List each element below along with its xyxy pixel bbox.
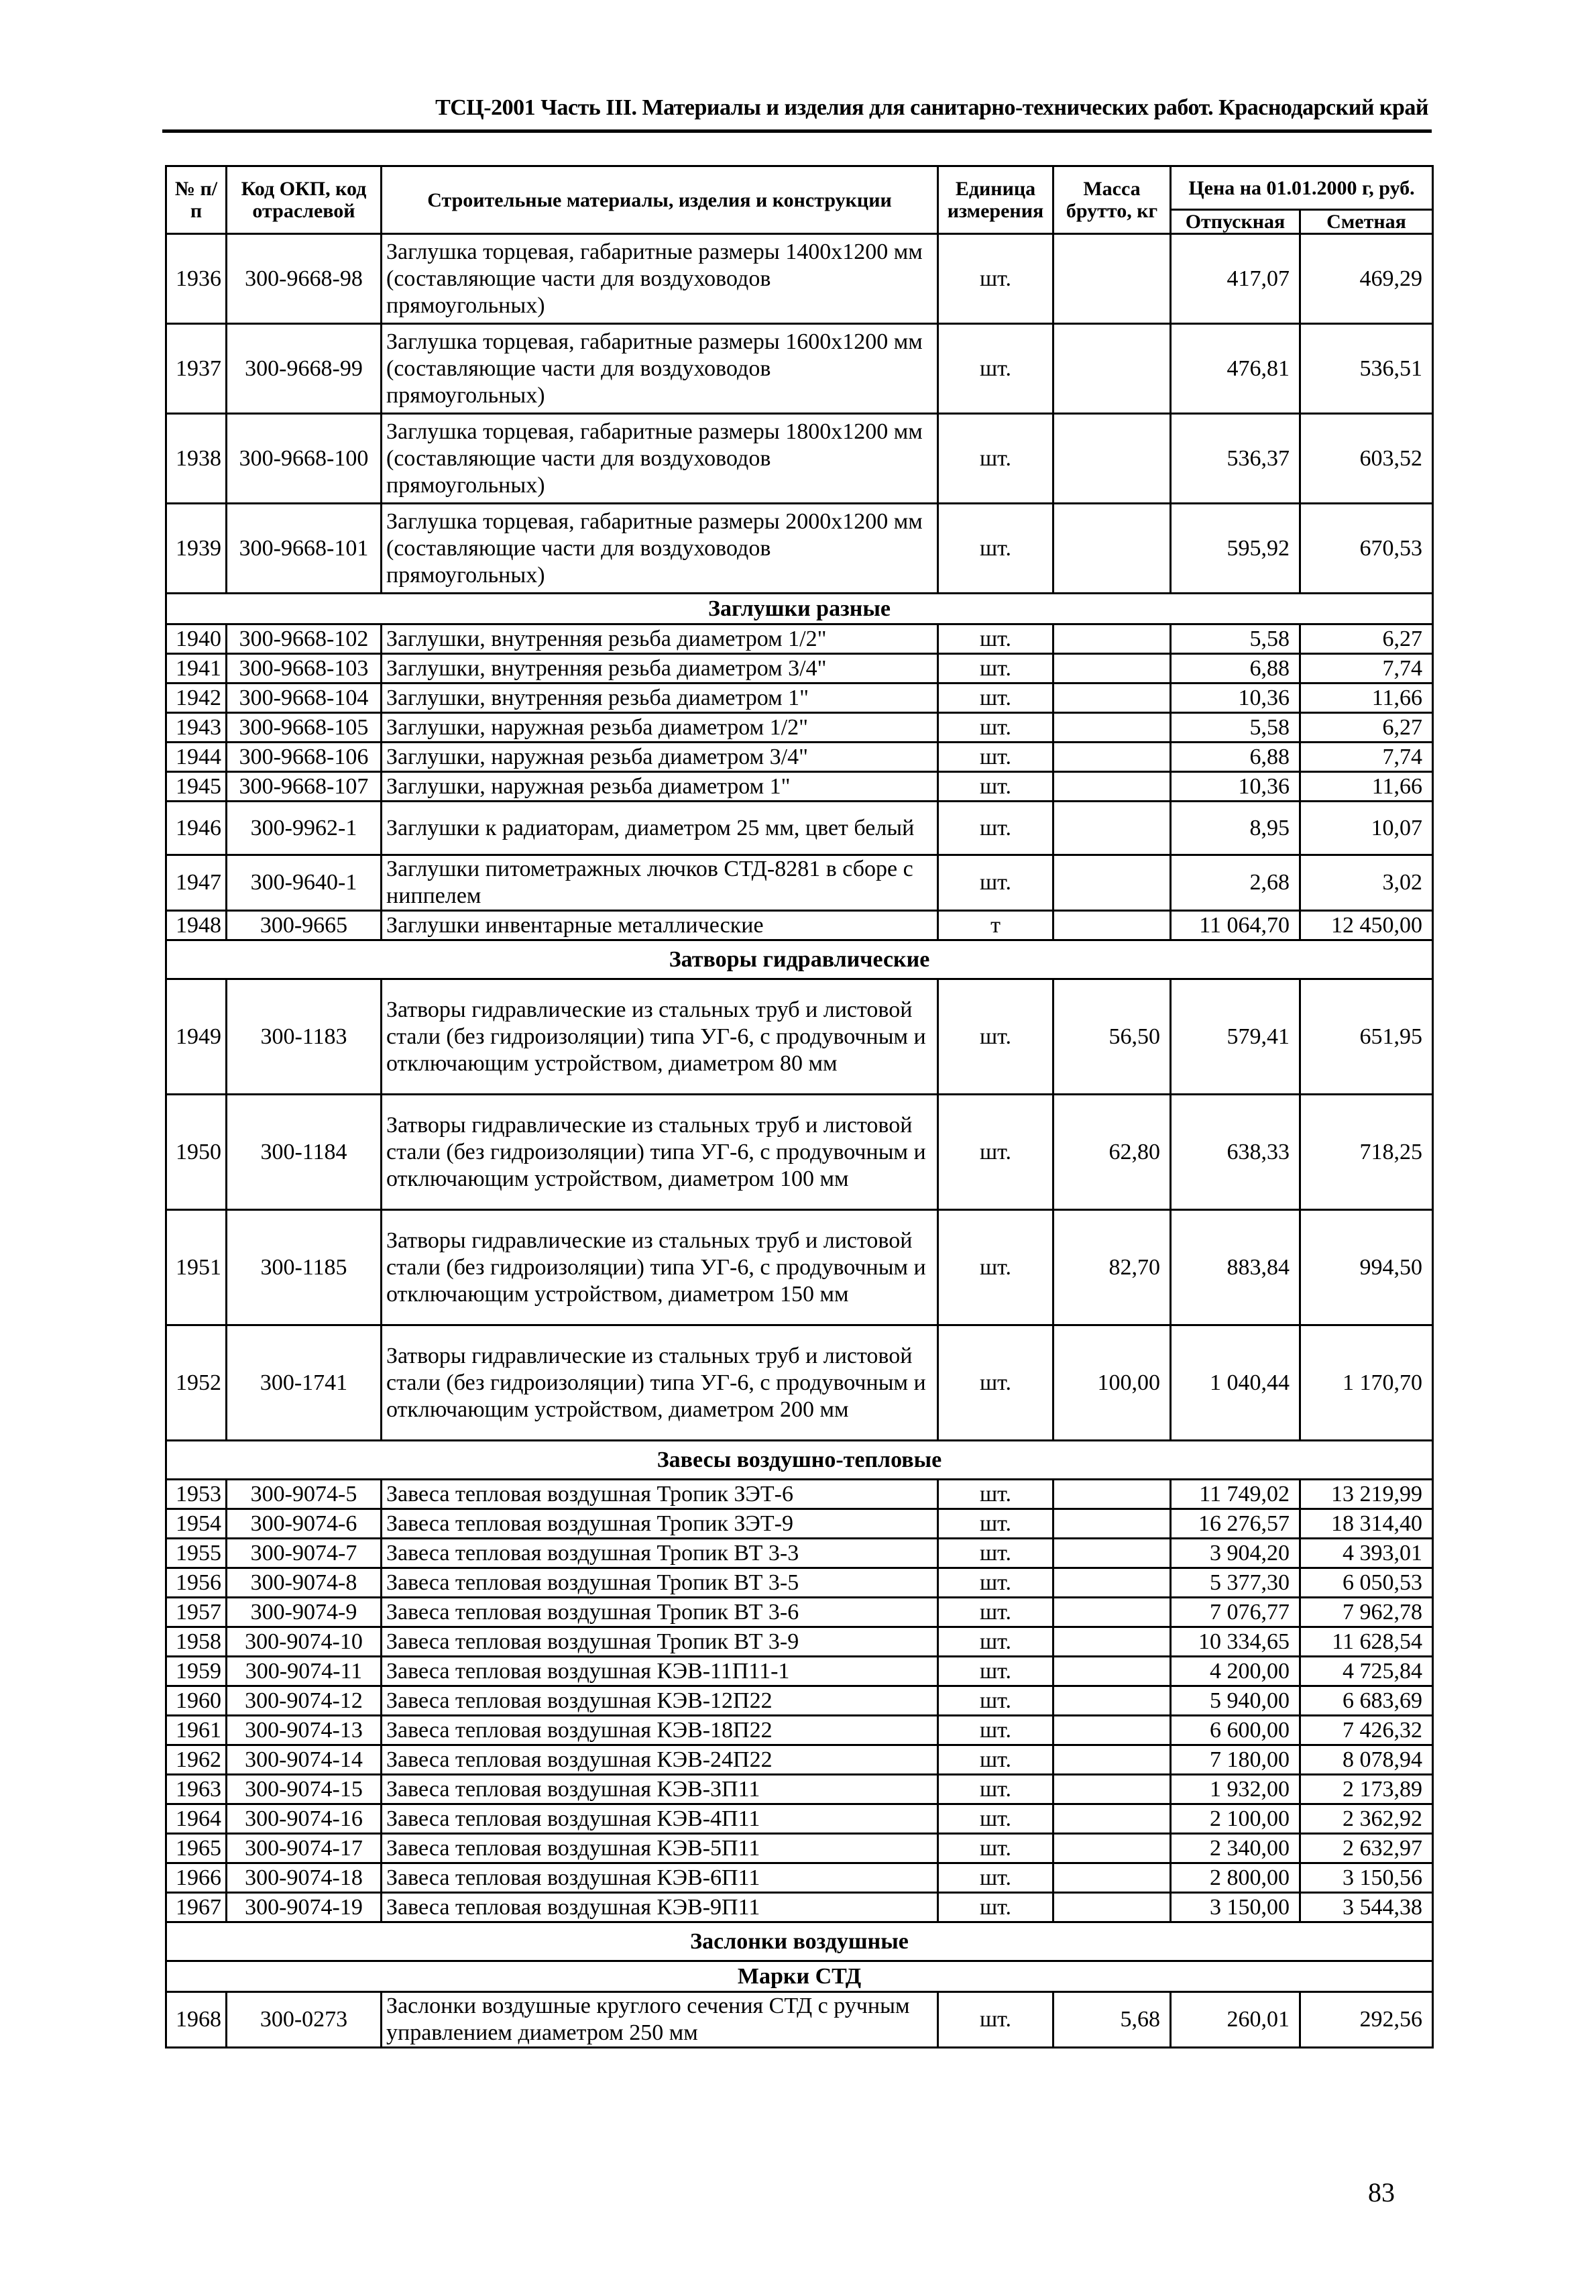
- row-mass: [1053, 624, 1171, 654]
- row-mass: [1053, 1863, 1171, 1893]
- row-name: Заглушка торцевая, габаритные размеры 2000x1200 мм (составляющие части для воздуховодов прямоугольных): [382, 504, 938, 594]
- table-row: [166, 911, 1433, 940]
- row-release-price: 579,41: [1171, 979, 1300, 1095]
- row-estimate-price: 718,25: [1300, 1095, 1433, 1210]
- row-number: 1937: [166, 324, 227, 414]
- row-unit: шт.: [938, 1480, 1053, 1509]
- row-estimate-price: 11,66: [1300, 684, 1433, 713]
- row-name: Завеса тепловая воздушная КЭВ-12П22: [382, 1686, 938, 1716]
- subsection-heading: Заглушки разные: [166, 594, 1433, 624]
- table-row: [166, 684, 1433, 713]
- col-header-estimate: Сметная: [1300, 210, 1433, 234]
- row-estimate-price: 7,74: [1300, 743, 1433, 772]
- row-mass: [1053, 772, 1171, 802]
- row-code: 300-9074-5: [227, 1480, 382, 1509]
- table-row: [166, 1893, 1433, 1922]
- row-estimate-price: 18 314,40: [1300, 1509, 1433, 1539]
- section-heading: Заслонки воздушные: [166, 1922, 1433, 1961]
- table-row: [166, 1509, 1433, 1539]
- table-row: [166, 1325, 1433, 1441]
- table-row: [166, 624, 1433, 654]
- table-row: [166, 802, 1433, 855]
- table-row: [166, 1775, 1433, 1804]
- table-row: [166, 1095, 1433, 1210]
- row-mass: [1053, 654, 1171, 684]
- row-unit: шт.: [938, 1627, 1053, 1657]
- row-unit: шт.: [938, 1992, 1053, 2048]
- row-number: 1968: [166, 1992, 227, 2048]
- row-release-price: 2,68: [1171, 855, 1300, 911]
- row-name: Завеса тепловая воздушная Тропик ЗЭТ-9: [382, 1509, 938, 1539]
- row-code: 300-9074-8: [227, 1568, 382, 1598]
- row-code: 300-9074-19: [227, 1893, 382, 1922]
- table-row: [166, 1745, 1433, 1775]
- row-mass: [1053, 1893, 1171, 1922]
- row-name: Заглушка торцевая, габаритные размеры 1600x1200 мм (составляющие части для воздуховодов прямоугольных): [382, 324, 938, 414]
- row-mass: [1053, 1657, 1171, 1686]
- row-estimate-price: 2 632,97: [1300, 1834, 1433, 1863]
- table-row: [166, 1686, 1433, 1716]
- row-estimate-price: 7,74: [1300, 654, 1433, 684]
- row-release-price: 11 749,02: [1171, 1480, 1300, 1509]
- row-estimate-price: 469,29: [1300, 234, 1433, 324]
- row-release-price: 260,01: [1171, 1992, 1300, 2048]
- section-heading: Завесы воздушно-тепловые: [166, 1441, 1433, 1480]
- table-row: [166, 1716, 1433, 1745]
- row-unit: шт.: [938, 1893, 1053, 1922]
- row-unit: шт.: [938, 1686, 1053, 1716]
- row-number: 1939: [166, 504, 227, 594]
- row-unit: шт.: [938, 1539, 1053, 1568]
- col-header-price: Цена на 01.01.2000 г, руб.: [1171, 166, 1433, 210]
- row-name: Завеса тепловая воздушная КЭВ-6П11: [382, 1863, 938, 1893]
- row-mass: [1053, 1539, 1171, 1568]
- row-name: Завеса тепловая воздушная КЭВ-5П11: [382, 1834, 938, 1863]
- row-code: 300-9962-1: [227, 802, 382, 855]
- row-unit: шт.: [938, 802, 1053, 855]
- row-release-price: 10,36: [1171, 684, 1300, 713]
- row-number: 1942: [166, 684, 227, 713]
- row-release-price: 883,84: [1171, 1210, 1300, 1325]
- row-mass: [1053, 1834, 1171, 1863]
- table-row: [166, 1804, 1433, 1834]
- row-code: 300-9074-16: [227, 1804, 382, 1834]
- row-estimate-price: 292,56: [1300, 1992, 1433, 2048]
- row-number: 1960: [166, 1686, 227, 1716]
- row-number: 1965: [166, 1834, 227, 1863]
- row-release-price: 10 334,65: [1171, 1627, 1300, 1657]
- row-code: 300-9668-102: [227, 624, 382, 654]
- row-number: 1940: [166, 624, 227, 654]
- row-release-price: 2 100,00: [1171, 1804, 1300, 1834]
- table-row: [166, 414, 1433, 504]
- subsection-heading: Марки СТД: [166, 1961, 1433, 1992]
- row-estimate-price: 8 078,94: [1300, 1745, 1433, 1775]
- row-release-price: 1 932,00: [1171, 1775, 1300, 1804]
- row-release-price: 6,88: [1171, 654, 1300, 684]
- col-header-unit: Единица измерения: [938, 166, 1053, 234]
- row-name: Завеса тепловая воздушная Тропик ВТ 3-3: [382, 1539, 938, 1568]
- row-code: 300-9074-11: [227, 1657, 382, 1686]
- row-name: Заглушки, внутренняя резьба диаметром 3/4": [382, 654, 938, 684]
- row-mass: [1053, 743, 1171, 772]
- row-mass: [1053, 1686, 1171, 1716]
- row-name: Завеса тепловая воздушная КЭВ-4П11: [382, 1804, 938, 1834]
- row-release-price: 10,36: [1171, 772, 1300, 802]
- row-unit: шт.: [938, 234, 1053, 324]
- col-header-name: Строительные материалы, изделия и конструкции: [382, 166, 938, 234]
- row-release-price: 536,37: [1171, 414, 1300, 504]
- row-code: 300-9668-98: [227, 234, 382, 324]
- row-name: Завеса тепловая воздушная КЭВ-3П11: [382, 1775, 938, 1804]
- row-name: Заглушки питометражных лючков СТД-8281 в сборе с ниппелем: [382, 855, 938, 911]
- row-unit: шт.: [938, 1775, 1053, 1804]
- row-estimate-price: 13 219,99: [1300, 1480, 1433, 1509]
- row-number: 1936: [166, 234, 227, 324]
- row-estimate-price: 6,27: [1300, 713, 1433, 743]
- row-mass: [1053, 1775, 1171, 1804]
- row-code: 300-9668-106: [227, 743, 382, 772]
- row-estimate-price: 651,95: [1300, 979, 1433, 1095]
- row-mass: [1053, 802, 1171, 855]
- row-estimate-price: 994,50: [1300, 1210, 1433, 1325]
- row-number: 1957: [166, 1598, 227, 1627]
- row-release-price: 3 150,00: [1171, 1893, 1300, 1922]
- table-row: [166, 1539, 1433, 1568]
- row-code: 300-9668-99: [227, 324, 382, 414]
- row-estimate-price: 6 050,53: [1300, 1568, 1433, 1598]
- row-code: 300-9668-107: [227, 772, 382, 802]
- row-number: 1966: [166, 1863, 227, 1893]
- price-table: [165, 165, 1434, 2048]
- row-unit: шт.: [938, 1568, 1053, 1598]
- row-estimate-price: 7 426,32: [1300, 1716, 1433, 1745]
- row-release-price: 2 800,00: [1171, 1863, 1300, 1893]
- row-number: 1951: [166, 1210, 227, 1325]
- row-number: 1959: [166, 1657, 227, 1686]
- row-code: 300-9668-100: [227, 414, 382, 504]
- row-name: Заглушка торцевая, габаритные размеры 1800x1200 мм (составляющие части для воздуховодов прямоугольных): [382, 414, 938, 504]
- row-estimate-price: 6,27: [1300, 624, 1433, 654]
- row-release-price: 3 904,20: [1171, 1539, 1300, 1568]
- page-number: 83: [1368, 2177, 1395, 2207]
- col-header-code: Код ОКП, код отраслевой: [227, 166, 382, 234]
- row-name: Завеса тепловая воздушная КЭВ-11П11-1: [382, 1657, 938, 1686]
- row-mass: 82,70: [1053, 1210, 1171, 1325]
- row-code: 300-9668-104: [227, 684, 382, 713]
- row-name: Заглушки, внутренняя резьба диаметром 1/2": [382, 624, 938, 654]
- row-number: 1956: [166, 1568, 227, 1598]
- row-release-price: 5,58: [1171, 713, 1300, 743]
- subsection-heading-row: [166, 1961, 1433, 1992]
- row-code: 300-9640-1: [227, 855, 382, 911]
- row-mass: [1053, 911, 1171, 940]
- row-release-price: 476,81: [1171, 324, 1300, 414]
- row-release-price: 1 040,44: [1171, 1325, 1300, 1441]
- row-estimate-price: 6 683,69: [1300, 1686, 1433, 1716]
- row-name: Завеса тепловая воздушная Тропик ВТ 3-5: [382, 1568, 938, 1598]
- row-name: Завеса тепловая воздушная Тропик ВТ 3-9: [382, 1627, 938, 1657]
- row-unit: шт.: [938, 504, 1053, 594]
- table-row: [166, 1657, 1433, 1686]
- row-mass: [1053, 1716, 1171, 1745]
- row-name: Заглушки, наружная резьба диаметром 1/2": [382, 713, 938, 743]
- row-mass: [1053, 234, 1171, 324]
- row-unit: шт.: [938, 743, 1053, 772]
- row-name: Затворы гидравлические из стальных труб и листовой стали (без гидроизоляции) типа УГ-6, с продувочным и отключающим устройством, диаметром 100 мм: [382, 1095, 938, 1210]
- row-number: 1952: [166, 1325, 227, 1441]
- row-mass: [1053, 1480, 1171, 1509]
- row-mass: [1053, 1509, 1171, 1539]
- row-number: 1954: [166, 1509, 227, 1539]
- row-number: 1964: [166, 1804, 227, 1834]
- table-row: [166, 234, 1433, 324]
- row-code: 300-9668-105: [227, 713, 382, 743]
- row-release-price: 7 076,77: [1171, 1598, 1300, 1627]
- row-mass: [1053, 1598, 1171, 1627]
- row-code: 300-1185: [227, 1210, 382, 1325]
- row-name: Заглушки, внутренняя резьба диаметром 1": [382, 684, 938, 713]
- header-rule: [162, 129, 1432, 133]
- row-release-price: 5 377,30: [1171, 1568, 1300, 1598]
- row-unit: шт.: [938, 1863, 1053, 1893]
- row-estimate-price: 10,07: [1300, 802, 1433, 855]
- row-code: 300-9074-12: [227, 1686, 382, 1716]
- row-mass: [1053, 1627, 1171, 1657]
- table-row: [166, 324, 1433, 414]
- table-body: [166, 234, 1433, 2048]
- row-name: Завеса тепловая воздушная Тропик ВТ 3-6: [382, 1598, 938, 1627]
- row-mass: [1053, 504, 1171, 594]
- row-estimate-price: 3 544,38: [1300, 1893, 1433, 1922]
- row-mass: 56,50: [1053, 979, 1171, 1095]
- row-name: Заглушки, наружная резьба диаметром 3/4": [382, 743, 938, 772]
- row-release-price: 7 180,00: [1171, 1745, 1300, 1775]
- table-row: [166, 1834, 1433, 1863]
- row-unit: шт.: [938, 1598, 1053, 1627]
- row-number: 1967: [166, 1893, 227, 1922]
- row-number: 1947: [166, 855, 227, 911]
- row-code: 300-1741: [227, 1325, 382, 1441]
- row-estimate-price: 536,51: [1300, 324, 1433, 414]
- row-name: Заглушки, наружная резьба диаметром 1": [382, 772, 938, 802]
- row-unit: шт.: [938, 1716, 1053, 1745]
- row-mass: 5,68: [1053, 1992, 1171, 2048]
- row-number: 1953: [166, 1480, 227, 1509]
- row-number: 1943: [166, 713, 227, 743]
- row-release-price: 8,95: [1171, 802, 1300, 855]
- row-release-price: 6 600,00: [1171, 1716, 1300, 1745]
- row-number: 1961: [166, 1716, 227, 1745]
- row-code: 300-1183: [227, 979, 382, 1095]
- row-unit: шт.: [938, 684, 1053, 713]
- row-name: Заслонки воздушные круглого сечения СТД с ручным управлением диаметром 250 мм: [382, 1992, 938, 2048]
- row-number: 1944: [166, 743, 227, 772]
- table-row: [166, 1992, 1433, 2048]
- row-code: 300-9074-13: [227, 1716, 382, 1745]
- row-estimate-price: 4 393,01: [1300, 1539, 1433, 1568]
- table-row: [166, 1863, 1433, 1893]
- row-number: 1963: [166, 1775, 227, 1804]
- row-code: 300-0273: [227, 1992, 382, 2048]
- row-estimate-price: 670,53: [1300, 504, 1433, 594]
- row-mass: [1053, 684, 1171, 713]
- row-mass: 100,00: [1053, 1325, 1171, 1441]
- table-row: [166, 654, 1433, 684]
- table-row: [166, 1598, 1433, 1627]
- row-unit: шт.: [938, 1325, 1053, 1441]
- col-header-num: № п/п: [166, 166, 227, 234]
- row-unit: шт.: [938, 855, 1053, 911]
- table-row: [166, 855, 1433, 911]
- row-number: 1958: [166, 1627, 227, 1657]
- row-name: Заглушки инвентарные металлические: [382, 911, 938, 940]
- row-name: Завеса тепловая воздушная КЭВ-18П22: [382, 1716, 938, 1745]
- row-mass: [1053, 1568, 1171, 1598]
- row-mass: [1053, 414, 1171, 504]
- col-header-release: Отпускная: [1171, 210, 1300, 234]
- row-name: Завеса тепловая воздушная Тропик ЗЭТ-6: [382, 1480, 938, 1509]
- row-name: Завеса тепловая воздушная КЭВ-24П22: [382, 1745, 938, 1775]
- row-mass: [1053, 324, 1171, 414]
- row-code: 300-9074-6: [227, 1509, 382, 1539]
- row-estimate-price: 12 450,00: [1300, 911, 1433, 940]
- row-unit: шт.: [938, 414, 1053, 504]
- row-estimate-price: 11 628,54: [1300, 1627, 1433, 1657]
- row-estimate-price: 3,02: [1300, 855, 1433, 911]
- row-unit: шт.: [938, 1509, 1053, 1539]
- row-unit: шт.: [938, 1745, 1053, 1775]
- row-number: 1938: [166, 414, 227, 504]
- row-unit: т: [938, 911, 1053, 940]
- row-unit: шт.: [938, 1834, 1053, 1863]
- table-row: [166, 713, 1433, 743]
- row-code: 300-9074-18: [227, 1863, 382, 1893]
- row-code: 300-9668-101: [227, 504, 382, 594]
- row-release-price: 417,07: [1171, 234, 1300, 324]
- table-row: [166, 979, 1433, 1095]
- row-release-price: 5,58: [1171, 624, 1300, 654]
- section-heading: Затворы гидравлические: [166, 940, 1433, 979]
- col-header-mass: Масса брутто, кг: [1053, 166, 1171, 234]
- row-estimate-price: 7 962,78: [1300, 1598, 1433, 1627]
- row-unit: шт.: [938, 324, 1053, 414]
- row-name: Заглушка торцевая, габаритные размеры 1400x1200 мм (составляющие части для воздуховодов прямоугольных): [382, 234, 938, 324]
- row-code: 300-9074-14: [227, 1745, 382, 1775]
- table-row: [166, 1210, 1433, 1325]
- row-code: 300-9074-7: [227, 1539, 382, 1568]
- row-unit: шт.: [938, 1095, 1053, 1210]
- row-estimate-price: 11,66: [1300, 772, 1433, 802]
- row-unit: шт.: [938, 624, 1053, 654]
- row-mass: [1053, 713, 1171, 743]
- row-mass: 62,80: [1053, 1095, 1171, 1210]
- section-heading-row: [166, 1922, 1433, 1961]
- row-unit: шт.: [938, 1657, 1053, 1686]
- row-release-price: 2 340,00: [1171, 1834, 1300, 1863]
- table-row: [166, 1568, 1433, 1598]
- row-release-price: 638,33: [1171, 1095, 1300, 1210]
- row-name: Завеса тепловая воздушная КЭВ-9П11: [382, 1893, 938, 1922]
- row-estimate-price: 603,52: [1300, 414, 1433, 504]
- table-row: [166, 1627, 1433, 1657]
- row-release-price: 6,88: [1171, 743, 1300, 772]
- row-unit: шт.: [938, 654, 1053, 684]
- row-code: 300-9074-10: [227, 1627, 382, 1657]
- row-code: 300-9668-103: [227, 654, 382, 684]
- row-mass: [1053, 855, 1171, 911]
- row-unit: шт.: [938, 713, 1053, 743]
- row-number: 1941: [166, 654, 227, 684]
- table-row: [166, 1480, 1433, 1509]
- table-row: [166, 504, 1433, 594]
- row-release-price: 595,92: [1171, 504, 1300, 594]
- row-estimate-price: 4 725,84: [1300, 1657, 1433, 1686]
- row-estimate-price: 1 170,70: [1300, 1325, 1433, 1441]
- row-number: 1948: [166, 911, 227, 940]
- row-unit: шт.: [938, 1804, 1053, 1834]
- subsection-heading-row: [166, 594, 1433, 624]
- section-heading-row: [166, 1441, 1433, 1480]
- row-code: 300-9665: [227, 911, 382, 940]
- row-release-price: 5 940,00: [1171, 1686, 1300, 1716]
- section-heading-row: [166, 940, 1433, 979]
- row-name: Заглушки к радиаторам, диаметром 25 мм, цвет белый: [382, 802, 938, 855]
- row-name: Затворы гидравлические из стальных труб и листовой стали (без гидроизоляции) типа УГ-6, с продувочным и отключающим устройством, диаметром 200 мм: [382, 1325, 938, 1441]
- row-estimate-price: 2 362,92: [1300, 1804, 1433, 1834]
- table-row: [166, 772, 1433, 802]
- row-release-price: 11 064,70: [1171, 911, 1300, 940]
- row-release-price: 16 276,57: [1171, 1509, 1300, 1539]
- row-release-price: 4 200,00: [1171, 1657, 1300, 1686]
- row-number: 1962: [166, 1745, 227, 1775]
- row-unit: шт.: [938, 772, 1053, 802]
- row-unit: шт.: [938, 979, 1053, 1095]
- table-header: [166, 166, 1433, 234]
- row-unit: шт.: [938, 1210, 1053, 1325]
- row-number: 1945: [166, 772, 227, 802]
- row-code: 300-9074-9: [227, 1598, 382, 1627]
- row-number: 1955: [166, 1539, 227, 1568]
- row-mass: [1053, 1745, 1171, 1775]
- row-code: 300-1184: [227, 1095, 382, 1210]
- table-row: [166, 743, 1433, 772]
- row-mass: [1053, 1804, 1171, 1834]
- row-number: 1946: [166, 802, 227, 855]
- row-number: 1950: [166, 1095, 227, 1210]
- row-code: 300-9074-17: [227, 1834, 382, 1863]
- row-name: Затворы гидравлические из стальных труб и листовой стали (без гидроизоляции) типа УГ-6, с продувочным и отключающим устройством, диаметром 80 мм: [382, 979, 938, 1095]
- row-name: Затворы гидравлические из стальных труб и листовой стали (без гидроизоляции) типа УГ-6, с продувочным и отключающим устройством, диаметром 150 мм: [382, 1210, 938, 1325]
- running-header: ТСЦ-2001 Часть III. Материалы и изделия для санитарно-технических работ. Краснодарский край: [435, 95, 1428, 120]
- row-estimate-price: 2 173,89: [1300, 1775, 1433, 1804]
- row-estimate-price: 3 150,56: [1300, 1863, 1433, 1893]
- row-code: 300-9074-15: [227, 1775, 382, 1804]
- row-number: 1949: [166, 979, 227, 1095]
